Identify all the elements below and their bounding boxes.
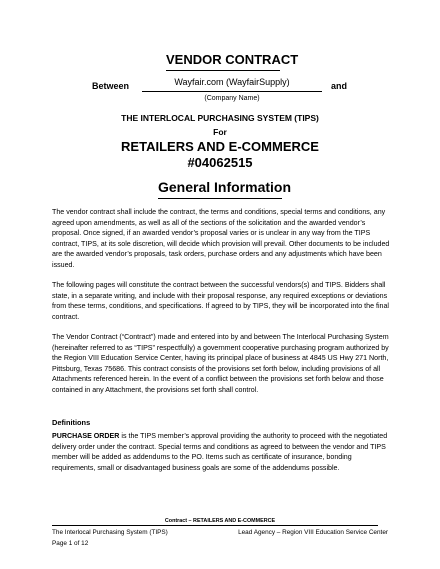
- contract-title: VENDOR CONTRACT: [166, 52, 299, 67]
- company-name-field: [142, 75, 322, 92]
- system-name: THE INTERLOCAL PURCHASING SYSTEM (TIPS): [121, 113, 319, 123]
- company-caption: (Company Name): [204, 95, 260, 102]
- purchase-order-term: PURCHASE ORDER: [52, 432, 120, 440]
- paragraph-1: The vendor contract shall include the contract, the terms and conditions, special terms and conditions, any agreed upon amendments, as well as all of the sections of the solicitation and the awarded vendor’s proposal. Once signed, if an awarded vendor’s proposal varies or is unclear in any way from the TIPS contract, TIPS, at its sole discretion, will decide which provision will prevail. Other documents to be included are the awarded vendor’s proposals, task orders, purchase orders and any adjustments which have been issued.: [52, 208, 390, 269]
- company-name: Wayfair.com (WayfairSupply): [174, 77, 290, 87]
- purchase-order-definition: [52, 431, 396, 473]
- footer-lead-agency: Lead Agency – Region VIII Education Service Center: [238, 529, 388, 536]
- contract-number: #04062515: [187, 155, 253, 170]
- definitions-heading: Definitions: [52, 418, 91, 427]
- section-title-underline: [158, 177, 292, 199]
- and-label: and: [331, 81, 348, 91]
- footer-contract-title: Contract – RETAILERS AND E-COMMERCE: [164, 518, 276, 524]
- footer-rule: [52, 525, 378, 526]
- footer-organization: The Interlocal Purchasing System (TIPS): [52, 529, 168, 536]
- contract-category: RETAILERS AND E-COMMERCE: [121, 139, 319, 154]
- paragraph-3: The Vendor Contract (“Contract”) made and entered into by and between The Interlocal Purchasing System (hereinafter referred to as “TIPS” respectfully) a government cooperative purchasing program authorized by the Region VIII Education Service Center, having its principal place of business at 4845 US Hwy 271 North, Pittsburg, Texas 75686. This contract consists of the provisions set forth below, including provisions of all Attachments referenced herein. In the event of a conflict between the provisions set forth below and those contained in any Attachment, the provisions set forth shall control.: [52, 333, 389, 394]
- section-title: General Information: [158, 179, 292, 195]
- for-label: For: [213, 127, 227, 137]
- title-underline: [166, 50, 299, 71]
- paragraph-2: The following pages will constitute the contract between the successful vendors(s) and TIPS. Bidders shall state, in a separate writing, and include with their proposal response, any required exceptions or deviations from these terms, conditions, and specifications. If agreed to by TIPS, they will be incorporated into the final contract.: [52, 281, 389, 321]
- between-label: Between: [92, 81, 130, 91]
- purchase-order-text: is the TIPS member’s approval providing the authority to proceed with the negotiated delivery order under the contract. Special terms and conditions as agreed to between the vendor and TIPS member will be added as addendums to the PO. Items such as certificate of insurance, bonding requirements, small or disadvantaged business goals are some of the addendums possible.: [52, 432, 388, 472]
- page-number: Page 1 of 12: [52, 540, 89, 547]
